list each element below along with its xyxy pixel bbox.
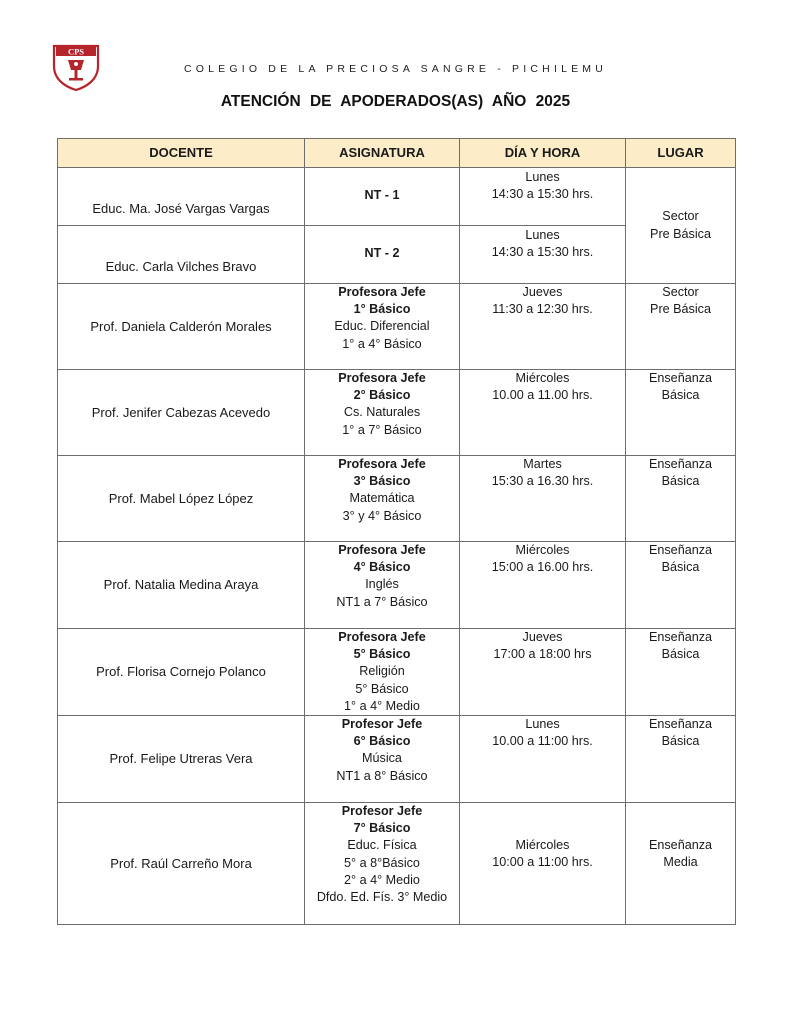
table-row — [58, 542, 736, 629]
asignatura-line: 4° Básico — [353, 560, 411, 575]
table-row — [58, 803, 736, 925]
asignatura-line: 1° a 4° Medio — [344, 698, 420, 713]
docente-cell: Prof. Daniela Calderón Morales — [58, 284, 305, 370]
table-row — [58, 370, 736, 456]
docente-cell: Prof. Raúl Carreño Mora — [58, 803, 305, 925]
asignatura-line: Profesora Jefe — [338, 285, 426, 299]
dia-hora-cell — [460, 226, 626, 284]
docente-cell: Prof. Felipe Utreras Vera — [58, 716, 305, 803]
asignatura-cell — [305, 226, 460, 284]
hora: 11:30 a 12:30 hrs. — [492, 302, 593, 317]
asignatura-line: Educ. Física — [347, 838, 417, 853]
asignatura-line: 5° a 8°Básico — [344, 855, 420, 870]
lugar-cell — [626, 803, 736, 925]
lugar-line: Media — [663, 855, 698, 870]
logo-text: CPS — [67, 46, 85, 57]
lugar-line: Básica — [661, 474, 700, 489]
dia-hora-cell — [460, 803, 626, 925]
asignatura-line: Música — [362, 751, 402, 766]
docente-cell: Prof. Jenifer Cabezas Acevedo — [58, 370, 305, 456]
docente-cell: Prof. Natalia Medina Araya — [58, 542, 305, 629]
docente-cell: Prof. Florisa Cornejo Polanco — [58, 629, 305, 716]
lugar-line: Sector — [662, 209, 699, 224]
asignatura-line: 5° Básico — [355, 681, 409, 696]
lugar-line: Enseñanza — [648, 630, 713, 644]
table-row — [58, 284, 736, 370]
lugar-line: Enseñanza — [648, 838, 713, 853]
hora: 15:00 a 16.00 hrs. — [491, 560, 594, 575]
docente-cell: Educ. Carla Vilches Bravo — [58, 226, 305, 284]
table-row — [58, 629, 736, 716]
lugar-cell — [626, 456, 736, 542]
hora: 17:00 a 18:00 hrs — [493, 647, 592, 662]
docente-cell: Prof. Mabel López López — [58, 456, 305, 542]
dia: Martes — [523, 457, 562, 471]
hora: 14:30 a 15:30 hrs. — [491, 187, 594, 202]
hora: 15:30 a 16.30 hrs. — [491, 474, 594, 489]
page-title: ATENCIÓN DE APODERADOS(AS) AÑO 2025 — [220, 93, 571, 110]
lugar-cell — [626, 370, 736, 456]
col-header-docente: DOCENTE — [58, 139, 305, 168]
dia-hora-cell — [460, 716, 626, 803]
asignatura-cell — [305, 284, 460, 370]
col-header-lugar: LUGAR — [626, 139, 736, 168]
dia: Jueves — [522, 630, 563, 644]
asignatura-cell — [305, 629, 460, 716]
schedule-table — [57, 138, 736, 925]
lugar-line: Enseñanza — [648, 717, 713, 732]
lugar-line: Enseñanza — [648, 371, 713, 385]
asignatura-cell — [305, 370, 460, 456]
dia-hora-cell — [460, 370, 626, 456]
dia-hora-cell — [460, 168, 626, 226]
hora: 10.00 a 11:00 hrs. — [492, 734, 593, 749]
asignatura-line: Religión — [359, 664, 405, 679]
asignatura-line: NT1 a 7° Básico — [336, 594, 428, 609]
asignatura-line: Profesora Jefe — [338, 630, 426, 644]
table-row — [58, 168, 736, 226]
dia-hora-cell — [460, 284, 626, 370]
table-row — [58, 456, 736, 542]
lugar-line: Básica — [661, 647, 700, 662]
dia: Lunes — [525, 717, 560, 732]
dia: Miércoles — [515, 371, 570, 385]
hora: 14:30 a 15:30 hrs. — [491, 245, 594, 260]
hora: 10.00 a 11.00 hrs. — [492, 388, 593, 403]
school-name: COLEGIO DE LA PRECIOSA SANGRE - PICHILEMU — [183, 63, 608, 75]
asignatura-line: 5° Básico — [353, 647, 411, 662]
asignatura-cell — [305, 803, 460, 925]
asignatura-cell — [305, 456, 460, 542]
asignatura-line: 1° a 7° Básico — [342, 422, 422, 437]
docente-cell: Educ. Ma. José Vargas Vargas — [58, 168, 305, 226]
lugar-line: Enseñanza — [648, 457, 713, 471]
asignatura-line: NT - 2 — [364, 246, 400, 260]
dia-hora-cell — [460, 542, 626, 629]
lugar-line: Sector — [662, 285, 699, 299]
lugar-cell — [626, 716, 736, 803]
lugar-line: Básica — [661, 560, 700, 575]
dia: Miércoles — [515, 838, 570, 853]
lugar-line: Básica — [661, 388, 700, 403]
asignatura-line: NT - 1 — [364, 188, 400, 202]
asignatura-line: Educ. Diferencial — [334, 319, 430, 334]
dia-hora-cell — [460, 456, 626, 542]
asignatura-line: 3° y 4° Básico — [342, 508, 422, 523]
asignatura-line: Cs. Naturales — [343, 405, 421, 420]
lugar-cell — [626, 284, 736, 370]
hora: 10:00 a 11:00 hrs. — [492, 855, 593, 870]
lugar-line: Básica — [661, 734, 700, 749]
dia: Jueves — [522, 285, 563, 299]
asignatura-cell — [305, 716, 460, 803]
asignatura-line: Profesora Jefe — [338, 371, 426, 385]
lugar-cell — [626, 168, 736, 284]
dia-hora-cell — [460, 629, 626, 716]
dia: Miércoles — [515, 543, 570, 557]
asignatura-line: 2° Básico — [353, 388, 411, 403]
asignatura-line: Profesor Jefe — [341, 804, 423, 819]
dia: Lunes — [525, 228, 560, 242]
asignatura-line: Profesora Jefe — [338, 457, 426, 471]
asignatura-line: Matemática — [349, 491, 415, 506]
table-header-row — [58, 139, 736, 168]
asignatura-line: 7° Básico — [353, 821, 411, 836]
col-header-dia-hora: DÍA Y HORA — [460, 139, 626, 168]
lugar-line: Pre Básica — [650, 302, 711, 317]
lugar-line: Pre Básica — [650, 226, 711, 241]
table-row — [58, 716, 736, 803]
asignatura-line: Profesora Jefe — [338, 543, 426, 557]
asignatura-line: Profesor Jefe — [341, 717, 423, 732]
asignatura-line: 3° Básico — [353, 474, 411, 489]
asignatura-cell — [305, 542, 460, 629]
asignatura-line: NT1 a 8° Básico — [336, 768, 428, 783]
asignatura-line: Dfdo. Ed. Fís. 3° Medio — [316, 890, 448, 905]
asignatura-line: 2° a 4° Medio — [344, 872, 420, 887]
asignatura-line: Inglés — [365, 577, 399, 592]
dia: Lunes — [525, 170, 560, 184]
asignatura-line: 1° Básico — [353, 302, 411, 317]
lugar-cell — [626, 542, 736, 629]
lugar-line: Enseñanza — [648, 543, 713, 557]
asignatura-cell — [305, 168, 460, 226]
asignatura-line: 6° Básico — [353, 734, 411, 749]
lugar-cell — [626, 629, 736, 716]
asignatura-line: 1° a 4° Básico — [342, 336, 422, 351]
col-header-asignatura: ASIGNATURA — [305, 139, 460, 168]
